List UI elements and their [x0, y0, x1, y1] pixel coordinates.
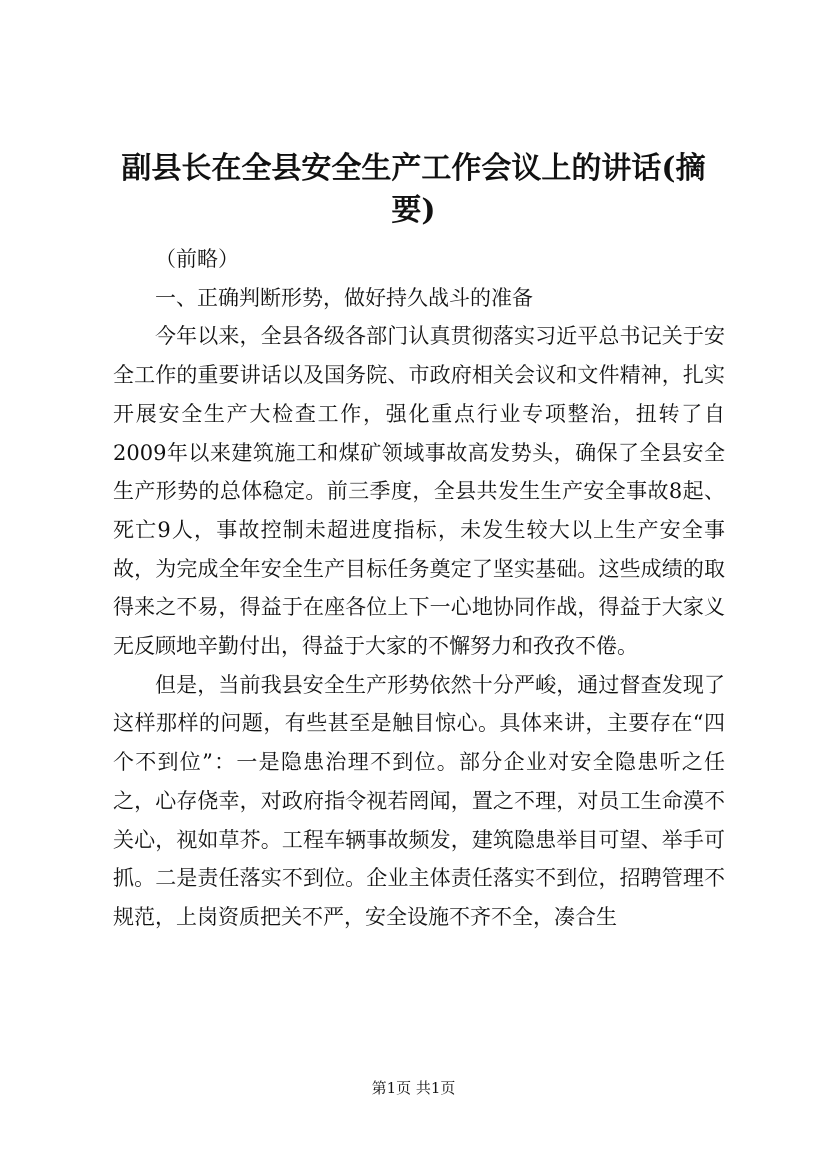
document-body — [113, 240, 725, 937]
document-title: 副县长在全县安全生产工作会议上的讲话(摘要) — [121, 151, 706, 228]
paragraph-preamble: （前略） — [155, 247, 239, 271]
page-number-footer: 第1页 共1页 — [371, 1079, 456, 1097]
section-heading: 一、正确判断形势，做好持久战斗的准备 — [155, 285, 533, 310]
paragraph: 但是，当前我县安全生产形势依然十分严峻，通过督查发现了这样那样的问题，有些甚至是触目惊心。具体来讲，主要存在“四个不到位”：一是隐患治理不到位。部分企业对安全隐患听之任之，心存侥幸，对政府指令视若罔闻，置之不理，对员工生命漠不关心，视如草芥。工程车辆事故频发，建筑隐患举目可望、举手可抓。二是责任落实不到位。企业主体责任落实不到位，招聘管理不规范，上岗资质把关不严，安全设施不齐不全，凑合生 — [113, 672, 725, 929]
paragraph: 今年以来，全县各级各部门认真贯彻落实习近平总书记关于安全工作的重要讲话以及国务院、市政府相关会议和文件精神，扎实开展安全生产大检查工作，强化重点行业专项整治，扭转了自2009年以来建筑施工和煤矿领域事故高发势头，确保了全县安全生产形势的总体稳定。前三季度，全县共发生生产安全事故8起、死亡9人，事故控制未超进度指标，未发生较大以上生产安全事故，为完成全年安全生产目标任务奠定了坚实基础。这些成绩的取得来之不易，得益于在座各位上下一心地协同作战，得益于大家义无反顾地辛勤付出，得益于大家的不懈努力和孜孜不倦。 — [113, 324, 725, 659]
